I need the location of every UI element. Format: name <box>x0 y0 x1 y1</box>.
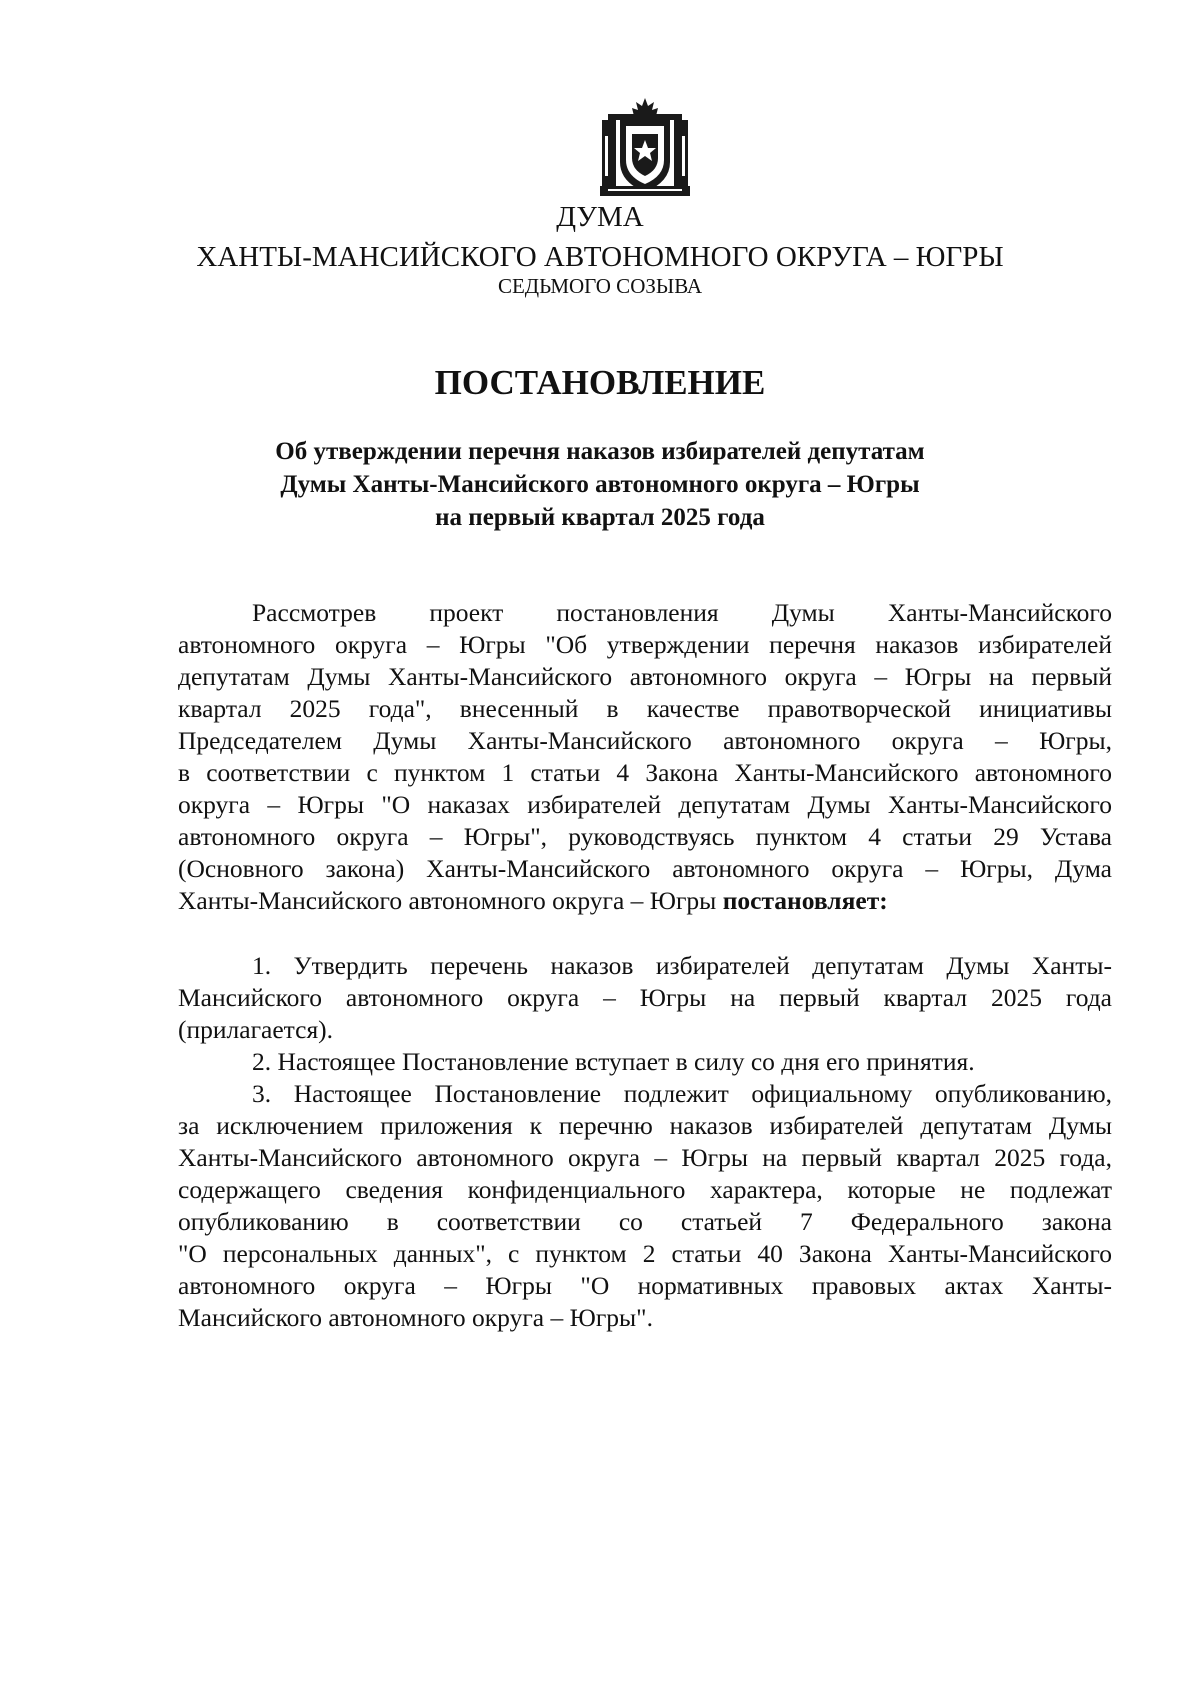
text-line: Рассмотрев проект постановления Думы Ханты-Мансийского <box>252 598 1112 627</box>
text-line: Мансийского автономного округа – Югры на первый квартал 2025 года <box>178 983 1112 1012</box>
organization-title: ДУМА <box>556 201 644 233</box>
text-line: содержащего сведения конфиденциального характера, которые не подлежат <box>178 1175 1112 1204</box>
text-line: Председателем Думы Ханты-Мансийского автономного округа – Югры, <box>178 726 1112 755</box>
text-line: автономного округа – Югры "О нормативных правовых актах Ханты- <box>178 1271 1112 1300</box>
resolution-item-1 <box>178 950 1112 1046</box>
resolution-item-3 <box>178 1078 1112 1334</box>
text-line: депутатам Думы Ханты-Мансийского автономного округа – Югры на первый <box>178 662 1112 691</box>
text-line: округа – Югры "О наказах избирателей депутатам Думы Ханты-Мансийского <box>178 790 1112 819</box>
text-line: в соответствии с пунктом 1 статьи 4 Закона Ханты-Мансийского автономного <box>178 758 1112 787</box>
subject-line: Думы Ханты-Мансийского автономного округа – Югры <box>280 471 920 498</box>
text-line: автономного округа – Югры", руководствуясь пунктом 4 статьи 29 Устава <box>178 822 1112 851</box>
subject-line: Об утверждении перечня наказов избирателей депутатам <box>275 438 925 465</box>
text-line: (Основного закона) Ханты-Мансийского автономного округа – Югры, Дума <box>178 854 1112 883</box>
text-line: Мансийского автономного округа – Югры". <box>178 1303 653 1332</box>
subject-line: на первый квартал 2025 года <box>435 504 765 531</box>
convocation-subtitle: СЕДЬМОГО СОЗЫВА <box>497 274 703 298</box>
text-line: Ханты-Мансийского автономного округа – Югры на первый квартал 2025 года, <box>178 1143 1112 1172</box>
text-line: за исключением приложения к перечню наказов избирателей депутатам Думы <box>178 1111 1112 1140</box>
region-title: ХАНТЫ-МАНСИЙСКОГО АВТОНОМНОГО ОКРУГА – ЮГРЫ <box>196 241 1004 273</box>
text-line: 1. Утвердить перечень наказов избирателей депутатам Думы Ханты- <box>252 951 1112 980</box>
text-line: автономного округа – Югры "Об утверждении перечня наказов избирателей <box>178 630 1112 659</box>
text-line: опубликованию в соответствии со статьей 7 Федерального закона <box>178 1207 1112 1236</box>
resolves-keyword: постановляет: <box>722 886 888 915</box>
coat-of-arms-icon <box>596 96 694 200</box>
text-line-segment: Ханты-Мансийского автономного округа – Югры <box>178 886 723 915</box>
text-line: квартал 2025 года", внесенный в качестве правотворческой инициативы <box>178 694 1112 723</box>
text-line: (прилагается). <box>178 1015 334 1044</box>
text-line: 2. Настоящее Постановление вступает в силу со дня его принятия. <box>252 1047 975 1076</box>
preamble-paragraph <box>178 597 1112 917</box>
text-line: "О персональных данных", с пунктом 2 статьи 40 Закона Ханты-Мансийского <box>178 1239 1112 1268</box>
text-line <box>178 885 1112 917</box>
document-type-heading: ПОСТАНОВЛЕНИЕ <box>434 363 766 402</box>
resolution-item-2 <box>178 1046 1112 1078</box>
document-subject <box>0 435 1200 534</box>
text-line: 3. Настоящее Постановление подлежит официальному опубликованию, <box>252 1079 1112 1108</box>
